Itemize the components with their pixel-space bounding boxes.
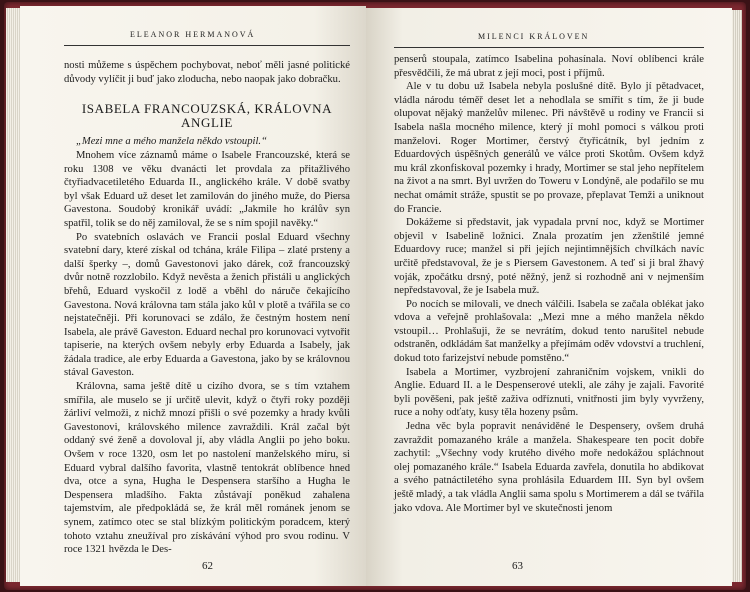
opening-paragraph: nosti můžeme s úspěchem pochybovat, neboť měli jasné politické důvody vylíčit ji buď jako zloducha, nebo naopak jako dobračku.	[64, 60, 350, 85]
paragraph: Mnohem více záznamů máme o Isabele Francouzské, která se roku 1308 ve věku dvanácti let provdala za přitažlivého čtyřiadvacetiletého Eduarda II., anglického krále. V době svatby byl však Eduard už deset let zamilován do jiného muže, do Piersa Gavestona. Soudobý kronikář uvádí: „Jakmile ho králův syn spatřil, tolik se do něj zamiloval, že se s ním spojil navěky.“	[64, 149, 350, 229]
left-page	[20, 6, 366, 586]
page-number: 62	[202, 560, 213, 572]
paragraph: penserů stoupala, zatímco Isabelina pohasínala. Noví oblíbenci krále přesvědčili, že má ubrat z její moci, post i příjmů.	[394, 54, 704, 79]
running-head-title: MILENCI KRÁLOVEN	[478, 32, 590, 41]
paragraph: Po nocích se milovali, ve dnech válčili. Isabela se začala oblékat jako vdova a veřejně prohlašovala: „Mezi mne a mého manžela někdo vstoupil… Prohlašuji, že se nevrátím, dokud tento narušitel nebude odstraněn, odkládám šat manželky a přejímám oděv vdovství a truchlení, dokud toto farizejství nebude pomstěno.“	[394, 298, 704, 365]
header-rule	[394, 47, 704, 48]
running-head-author: ELEANOR HERMANOVÁ	[130, 30, 256, 39]
right-page-text	[394, 53, 704, 515]
paragraph: Isabela a Mortimer, vyzbrojení zahraničním vojskem, vnikli do Anglie. Eduard II. a le Despenserové utekli, ale záhy je zajali. Favorité byli pověšeni, pak ještě zaživa odříznuti, vnitřnosti jim byly vyvrženy, ruce a nohy odťaty, kusy těla hozeny psům.	[394, 366, 704, 419]
paragraph: Dokážeme si představit, jak vypadala první noc, když se Mortimer objevil v Isabelině ložnici. Znala prozatím jen zženštilé jemné Eduardovy ruce; manžel si při jejích nejintimnějších chvílkách navíc určitě představoval, že je s Piersem Gavestonem. A teď si ji bral žhavý voják, zpočátku drsný, poté něžný, jenž si rozhodně ani v nejmenším nepředstavoval, že je Isabela muž.	[394, 217, 704, 297]
paragraph: Královna, sama ještě dítě u cizího dvora, se s tím vztahem smířila, ale muselo se jí určitě ulevit, když o čtyři roky později žárliví velmoži, z nichž mnozí přišli o své pozemky a hrady kvůli Gavestonovi, královského milence zavraždili. Král začal být oddaný své ženě a dovoloval jí, aby vládla Anglii po jeho boku. Ovšem v roce 1320, osm let po nastolení manželského míru, si Eduard vybral dalšího favorita, vlastně tentokrát oblíbence hned dva, otce a syna, Hugha le Despensera staršího a Hugha le Despensera mladšího. Fakta zůstávají poněkud zahalena tajemstvím, ale předpokládá se, že král měl románek jenom se synem, zatímco otec se stal blízkým politickým poradcem, který tohoto vztahu zneužíval pro získávání výhod pro svou rodinu. V roce 1321 hvězda le Des-	[64, 381, 350, 556]
paragraph: Po svatebních oslavách ve Francii poslal Eduard všechny svatební dary, které získal od tchána, krále Filipa – zlaté prsteny a další šperky –, domů Gavestonovi jako dárek, což francouzský dvůr notně rozzlobilo. Když nevěsta a ženich přistáli u anglických břehů, Eduard vyskočil z lodě a vběhl do náruče čekajícího Gavestona. Nová královna tam stála jako kůl v plotě a tvářila se co nejstatečněji. Při korunovaci se zdálo, že čestným hostem není Isabela, ale právě Gaveston. Eduard nechal pro korunovaci vytvořit tapiserie, na kterých ovšem nebyly erby Eduarda a Isabely, jak žádala tradice, ale erby Eduarda a Gavestona, jako by se královnou stával Gaveston.	[64, 231, 350, 379]
right-page	[366, 8, 732, 586]
left-page-text	[64, 59, 350, 557]
page-number: 63	[512, 560, 523, 572]
paragraph: Jedna věc byla popravit nenáviděné le Despensery, ovšem druhá zavraždit pomazaného krále a manžela. Shakespeare ten pocit dobře zachytil: „Všechny vody krutého divého moře nedokážou spláchnout olej pomazaného krále.“ Isabela Eduarda zavřela, donutila ho abdikovat a svého patnáctiletého syna prohlásila Eduardem III. Syn byl ovšem ještě mladý, a tak vládla Anglii sama spolu s Mortimerem a dál se tvářila jako vdova. Ale Mortimer byl ve skutečnosti jenom	[394, 421, 704, 514]
page-edges-right	[732, 10, 742, 582]
epigraph: „Mezi mne a mého manžela někdo vstoupil.“	[76, 136, 267, 148]
chapter-title: ISABELA FRANCOUZSKÁ, KRÁLOVNA ANGLIE	[81, 101, 333, 130]
header-rule	[64, 45, 350, 46]
paragraph: Ale v tu dobu už Isabela nebyla poslušné dítě. Bylo jí pětadvacet, vládla národu téměř deset let a nehodlala se smířit s tím, že ji bude olupovat nějaký manželův milenec. Při návštěvě u rodiny ve Francii si Isabela našla mocného milence, který jí mohl pomoci s válkou proti manželovi. Roger Mortimer, čerstvý čtyřicátník, byl jedním z Eduardových úspěšných generálů ve válce proti Skotům. Ovšem když mu král zkonfiskoval pozemky i hrady, Mortimer se stal jeho nepřítelem na život a na smrt. Byl uvržen do Toweru v Londýně, ale podařilo se mu nechat omámit stráže, spustit se po provaze, přeplavat Temži a uniknout do Francie.	[394, 81, 704, 215]
page-edges-left	[6, 8, 20, 582]
